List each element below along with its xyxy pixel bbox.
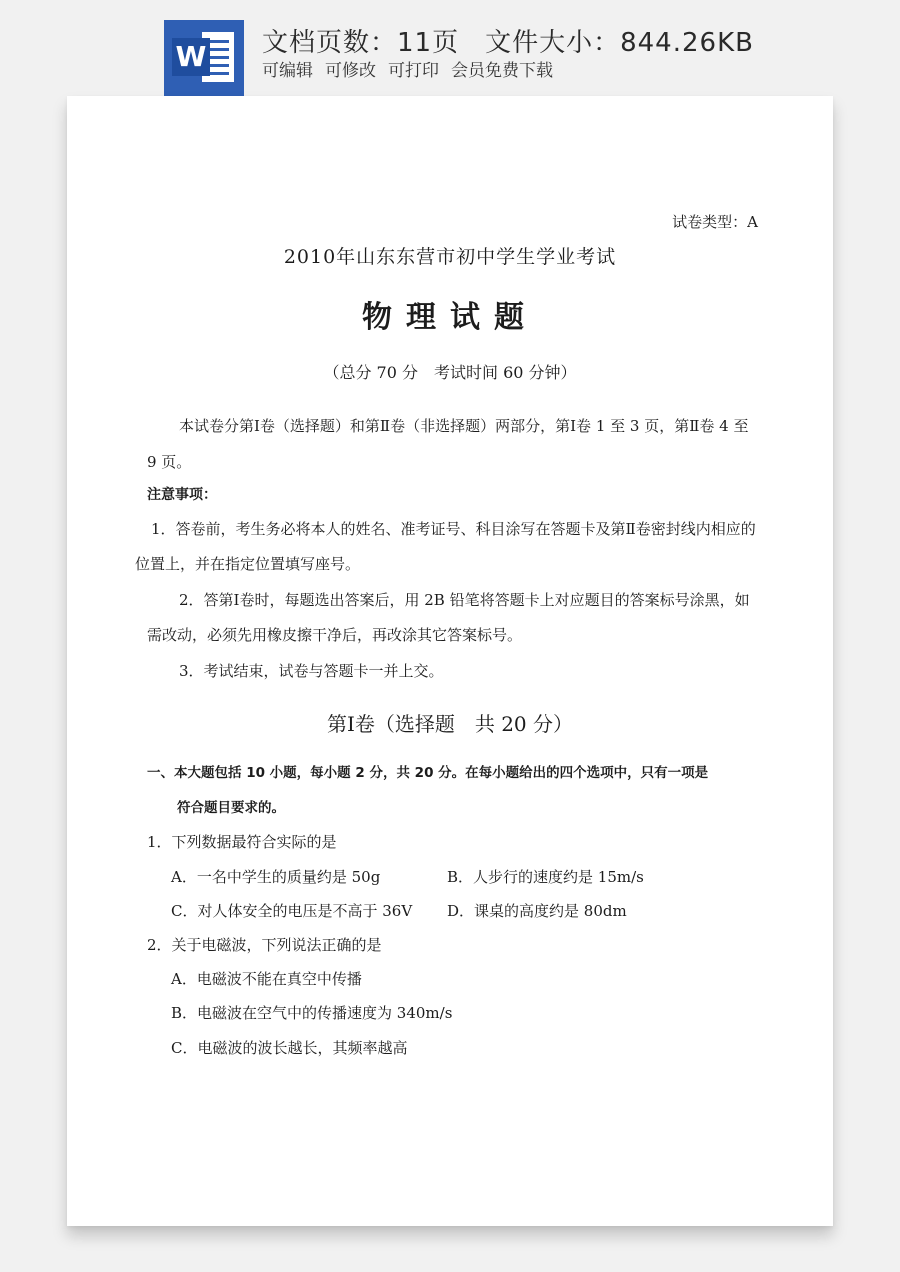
intro-line-1: 本试卷分第Ⅰ卷（选择题）和第Ⅱ卷（非选择题）两部分，第Ⅰ卷 1 至 3 页，第Ⅱ卷 4 至 [179, 417, 749, 435]
notice-heading: 注意事项： [147, 487, 217, 503]
instruction-line-2: 符合题目要求的。 [177, 800, 285, 816]
subject-title: 物理试题 [362, 300, 538, 335]
paper-type: 试卷类型：A [672, 213, 758, 231]
file-size: 文件大小：844.26KB [485, 28, 754, 58]
notice-1-line-1: 1．答卷前，考生务必将本人的姓名、准考证号、科目涂写在答题卡及第Ⅱ卷密封线内相应的 [151, 520, 756, 538]
question-1-option-b: B．人步行的速度约是 15m/s [447, 868, 644, 886]
document-page [67, 96, 833, 1226]
question-1-option-d: D．课桌的高度约是 80dm [447, 902, 627, 920]
question-1-stem: 1．下列数据最符合实际的是 [147, 833, 337, 851]
question-2-option-b: B．电磁波在空气中的传播速度为 340m/s [171, 1004, 453, 1022]
feature-editable: 可编辑 [262, 61, 313, 81]
word-document-icon [164, 20, 244, 96]
notice-1-line-2: 位置上，并在指定位置填写座号。 [135, 555, 361, 573]
question-2-option-c: C．电磁波的波长越长，其频率越高 [171, 1039, 408, 1057]
feature-list [262, 56, 565, 81]
section-title: 第Ⅰ卷（选择题 共 20 分） [326, 712, 574, 736]
file-stats [262, 22, 754, 59]
question-2-stem: 2．关于电磁波，下列说法正确的是 [147, 936, 382, 954]
exam-title: 2010年山东东营市初中学生学业考试 [283, 246, 617, 268]
page-count: 文档页数：11页 [262, 28, 460, 58]
notice-2-line-1: 2．答第Ⅰ卷时，每题选出答案后，用 2B 铅笔将答题卡上对应题目的答案标号涂黑，如 [179, 591, 750, 609]
word-letter-icon: W [172, 38, 210, 76]
intro-line-2: 9 页。 [147, 453, 192, 471]
instruction-line-1: 一、本大题包括 10 小题，每小题 2 分，共 20 分。在每小题给出的四个选项中，只有一项是 [147, 765, 709, 781]
question-1-option-a: A．一名中学生的质量约是 50g [171, 868, 381, 886]
question-1-option-c: C．对人体安全的电压是不高于 36V [171, 902, 413, 920]
question-2-option-a: A．电磁波不能在真空中传播 [171, 970, 362, 988]
feature-printable: 可打印 [388, 61, 439, 81]
download-banner [0, 0, 900, 96]
feature-modifiable: 可修改 [325, 61, 376, 81]
notice-2-line-2: 需改动，必须先用橡皮擦干净后，再改涂其它答案标号。 [147, 626, 523, 644]
notice-3: 3．考试结束，试卷与答题卡一并上交。 [179, 662, 444, 680]
feature-free-download: 会员免费下载 [451, 61, 553, 81]
exam-info: （总分 70 分 考试时间 60 分钟） [323, 363, 577, 382]
